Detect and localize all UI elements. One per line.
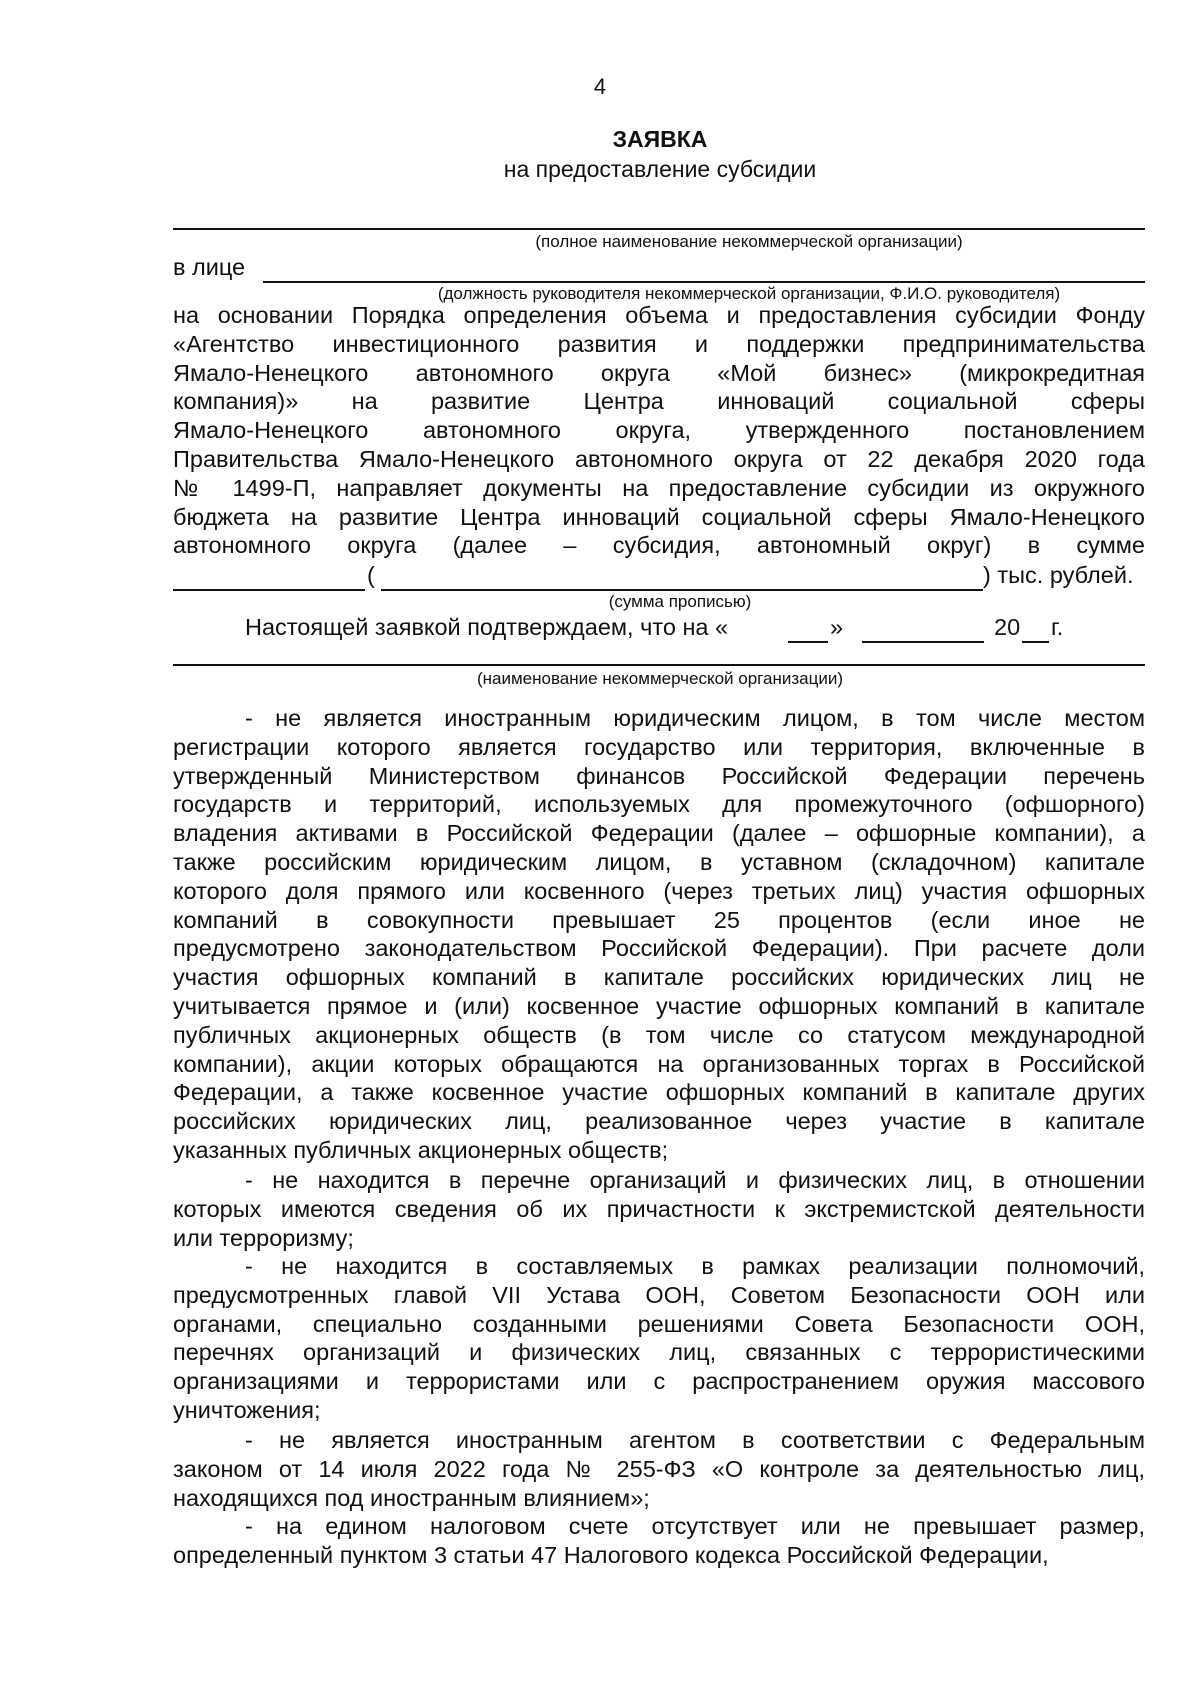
amount-open-paren: ( bbox=[367, 562, 375, 588]
text-line: учитывается прямое и (или) косвенное участие офшорных компаний в капитале bbox=[173, 993, 1145, 1019]
amount-words-blank[interactable] bbox=[381, 589, 983, 591]
confirm-year-blank[interactable] bbox=[1022, 641, 1049, 643]
org-name-blank[interactable] bbox=[173, 664, 1145, 666]
text-line: участия офшорных компаний в капитале российских юридических лиц не bbox=[173, 964, 1145, 991]
text-line: владения активами в Российской Федерации (далее – офшорные компании), а bbox=[173, 820, 1145, 847]
text-line: государств и территорий, используемых для промежуточного (офшорного) bbox=[173, 791, 1145, 818]
text-line: компании), акции которых обращаются на организованных торгах в Российской bbox=[173, 1050, 1145, 1077]
text-line: - не находится в перечне организаций и физических лиц, в отношении bbox=[245, 1167, 1145, 1193]
basis-line: Правительства Ямало-Ненецкого автономного округа от 22 декабря 2020 года bbox=[173, 446, 1145, 472]
text-line: или терроризму; bbox=[173, 1224, 354, 1251]
amount-number-blank[interactable] bbox=[173, 589, 365, 591]
text-line: утвержденный Министерством финансов Российской Федерации перечень bbox=[173, 762, 1145, 789]
text-line: публичных акционерных обществ (в том числе со статусом международной bbox=[173, 1021, 1145, 1048]
basis-line: на основании Порядка определения объема и предоставления субсидии Фонду bbox=[173, 302, 1145, 328]
text-line: также российским юридическим лицом, в уставном (складочном) капитале bbox=[173, 849, 1145, 875]
text-line: предусмотрено законодательством Российской Федерации). При расчете доли bbox=[173, 935, 1145, 962]
text-line: определенный пунктом 3 статьи 47 Налогового кодекса Российской Федерации, bbox=[173, 1541, 1049, 1568]
text-line: указанных публичных акционерных обществ; bbox=[173, 1137, 669, 1163]
org-full-name-blank[interactable] bbox=[173, 228, 1145, 230]
confirm-month-blank[interactable] bbox=[862, 641, 984, 643]
confirm-prefix: Настоящей заявкой подтверждаем, что на « bbox=[245, 614, 729, 640]
text-line: уничтожения; bbox=[173, 1397, 321, 1423]
text-line: органами, специально созданными решениями Совета Безопасности ООН, bbox=[173, 1310, 1145, 1337]
amount-caption: (сумма прописью) bbox=[608, 592, 752, 611]
basis-line: «Агентство инвестиционного развития и поддержки предпринимательства bbox=[173, 330, 1145, 357]
document-subtitle: на предоставление субсидии bbox=[503, 156, 817, 182]
text-line: российских юридических лиц, реализованное через участие в капитале bbox=[173, 1108, 1145, 1135]
text-line: законом от 14 июля 2022 года № 255-ФЗ «О контроле за деятельностью лиц, bbox=[173, 1455, 1145, 1482]
basis-line: № 1499-П, направляет документы на предоставление субсидии из окружного bbox=[173, 474, 1145, 501]
text-line: которых имеются сведения об их причастности к экстремистской деятельности bbox=[173, 1195, 1145, 1222]
document-title: ЗАЯВКА bbox=[612, 126, 708, 152]
basis-line: бюджета на развитие Центра инноваций социальной сферы Ямало-Ненецкого bbox=[173, 503, 1145, 530]
text-line: регистрации которого является государство или территория, включенные в bbox=[173, 733, 1145, 760]
basis-line: Ямало-Ненецкого автономного округа, утвержденного постановлением bbox=[173, 417, 1145, 444]
basis-line: Ямало-Ненецкого автономного округа «Мой бизнес» (микрокредитная bbox=[173, 359, 1145, 386]
text-line: - не находится в составляемых в рамках реализации полномочий, bbox=[245, 1253, 1145, 1279]
confirm-quote-close: » bbox=[830, 614, 844, 640]
text-line: перечнях организаций и физических лиц, связанных с террористическими bbox=[173, 1339, 1145, 1366]
head-caption: (должность руководителя некоммерческой организации, Ф.И.О. руководителя) bbox=[437, 284, 1061, 303]
confirm-year-suffix: г. bbox=[1051, 614, 1064, 640]
org-name-caption: (наименование некоммерческой организации) bbox=[476, 669, 843, 688]
text-line: - не является иностранным агентом в соответствии с Федеральным bbox=[245, 1427, 1145, 1453]
org-full-name-caption: (полное наименование некоммерческой организации) bbox=[535, 232, 963, 251]
text-line: организациями и террористами или с распространением оружия массового bbox=[173, 1368, 1145, 1395]
confirm-day-blank[interactable] bbox=[788, 641, 828, 643]
represented-by-label: в лице bbox=[173, 254, 246, 280]
text-line: которого доля прямого или косвенного (через третьих лиц) участия офшорных bbox=[173, 877, 1145, 904]
text-line: находящихся под иностранным влиянием»; bbox=[173, 1484, 650, 1511]
page-number: 4 bbox=[593, 74, 607, 99]
head-name-blank[interactable] bbox=[263, 281, 1145, 283]
text-line: Федерации, а также косвенное участие офшорных компаний в капитале других bbox=[173, 1079, 1145, 1106]
text-line: - на едином налоговом счете отсутствует или не превышает размер, bbox=[245, 1513, 1145, 1539]
basis-line: автономного округа (далее – субсидия, автономный округ) в сумме bbox=[173, 532, 1145, 559]
confirm-year-prefix: 20 bbox=[994, 614, 1021, 640]
text-line: компаний в совокупности превышает 25 процентов (если иное не bbox=[173, 906, 1145, 933]
text-line: предусмотренных главой VII Устава ООН, Советом Безопасности ООН или bbox=[173, 1281, 1145, 1308]
amount-suffix: ) тыс. рублей. bbox=[983, 562, 1134, 588]
text-line: - не является иностранным юридическим лицом, в том числе местом bbox=[245, 705, 1145, 731]
basis-line: компания)» на развитие Центра инноваций социальной сферы bbox=[173, 388, 1145, 415]
